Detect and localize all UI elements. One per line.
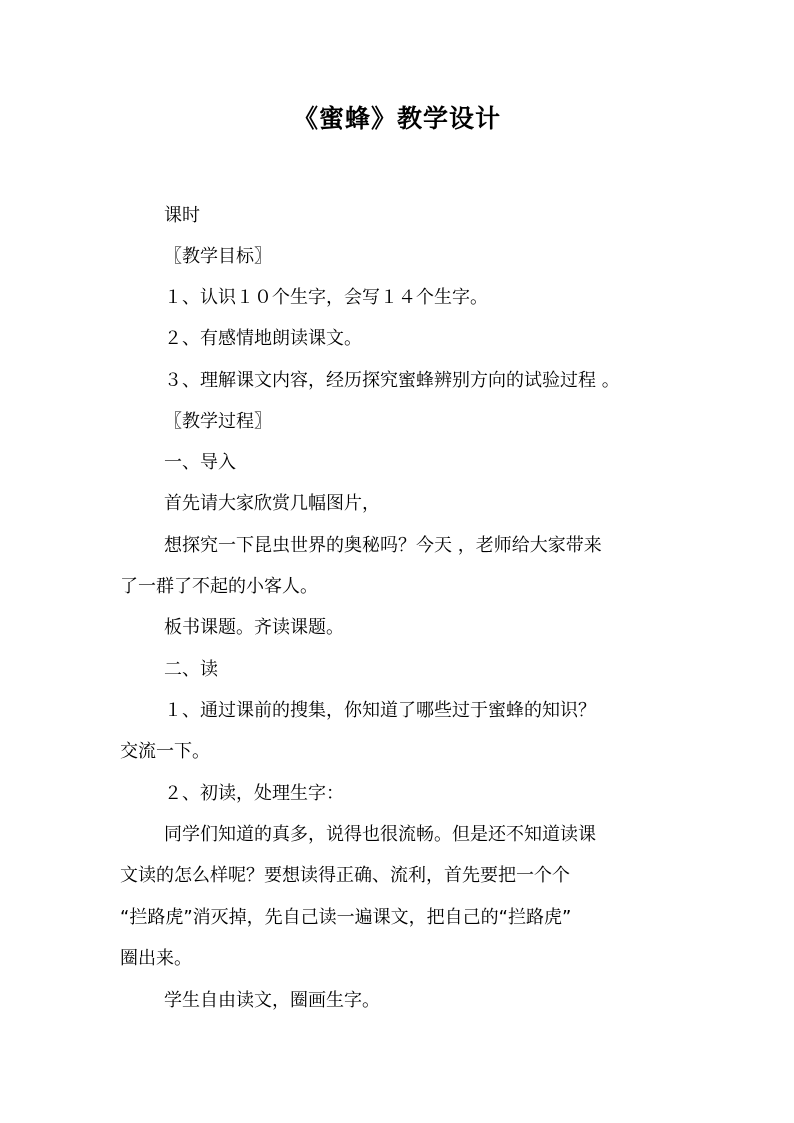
document-title: 《蜜蜂》教学设计 bbox=[292, 104, 501, 133]
text-line-step-1: １、通过课前的搜集，你知道了哪些过于蜜蜂的知识？ bbox=[164, 700, 596, 721]
text-line-paragraph: 板书课题。齐读课题。 bbox=[164, 617, 344, 638]
text-line-paragraph: 首先请大家欣赏几幅图片， bbox=[164, 493, 380, 514]
text-line-objective-2: ２、有感情地朗读课文。 bbox=[164, 328, 362, 349]
text-line-step-1-continued: 交流一下。 bbox=[120, 741, 210, 762]
text-line-paragraph-continued: 圈出来。 bbox=[120, 948, 192, 969]
text-line-paragraph: 同学们知道的真多，说得也很流畅。但是还不知道读课 bbox=[164, 824, 596, 845]
text-line-objectives-heading: 〖教学目标〗 bbox=[164, 246, 272, 267]
text-line-lesson-period: 课时 bbox=[164, 205, 200, 226]
text-line-paragraph: 想探究一下昆虫世界的奥秘吗？今天 ，老师给大家带来 bbox=[164, 535, 602, 556]
text-line-step-2: ２、初读，处理生字： bbox=[164, 783, 344, 804]
text-line-section-intro: 一、导入 bbox=[164, 452, 236, 473]
text-line-section-read: 二、读 bbox=[164, 659, 218, 680]
text-line-paragraph-continued: 文读的怎么样呢？要想读得正确、流利，首先要把一个个 bbox=[120, 865, 570, 886]
text-line-paragraph-continued: “拦路虎”消灭掉，先自己读一遍课文，把自己的“拦路虎” bbox=[120, 907, 572, 928]
text-line-objective-3: ３、理解课文内容，经历探究蜜蜂辨别方向的试验过程 。 bbox=[164, 370, 620, 391]
text-line-paragraph: 学生自由读文，圈画生字。 bbox=[164, 990, 380, 1011]
text-line-paragraph-continued: 了一群了不起的小客人。 bbox=[120, 576, 318, 597]
text-line-objective-1: １、认识１０个生字，会写１４个生字。 bbox=[164, 287, 488, 308]
text-line-process-heading: 〖教学过程〗 bbox=[164, 411, 272, 432]
